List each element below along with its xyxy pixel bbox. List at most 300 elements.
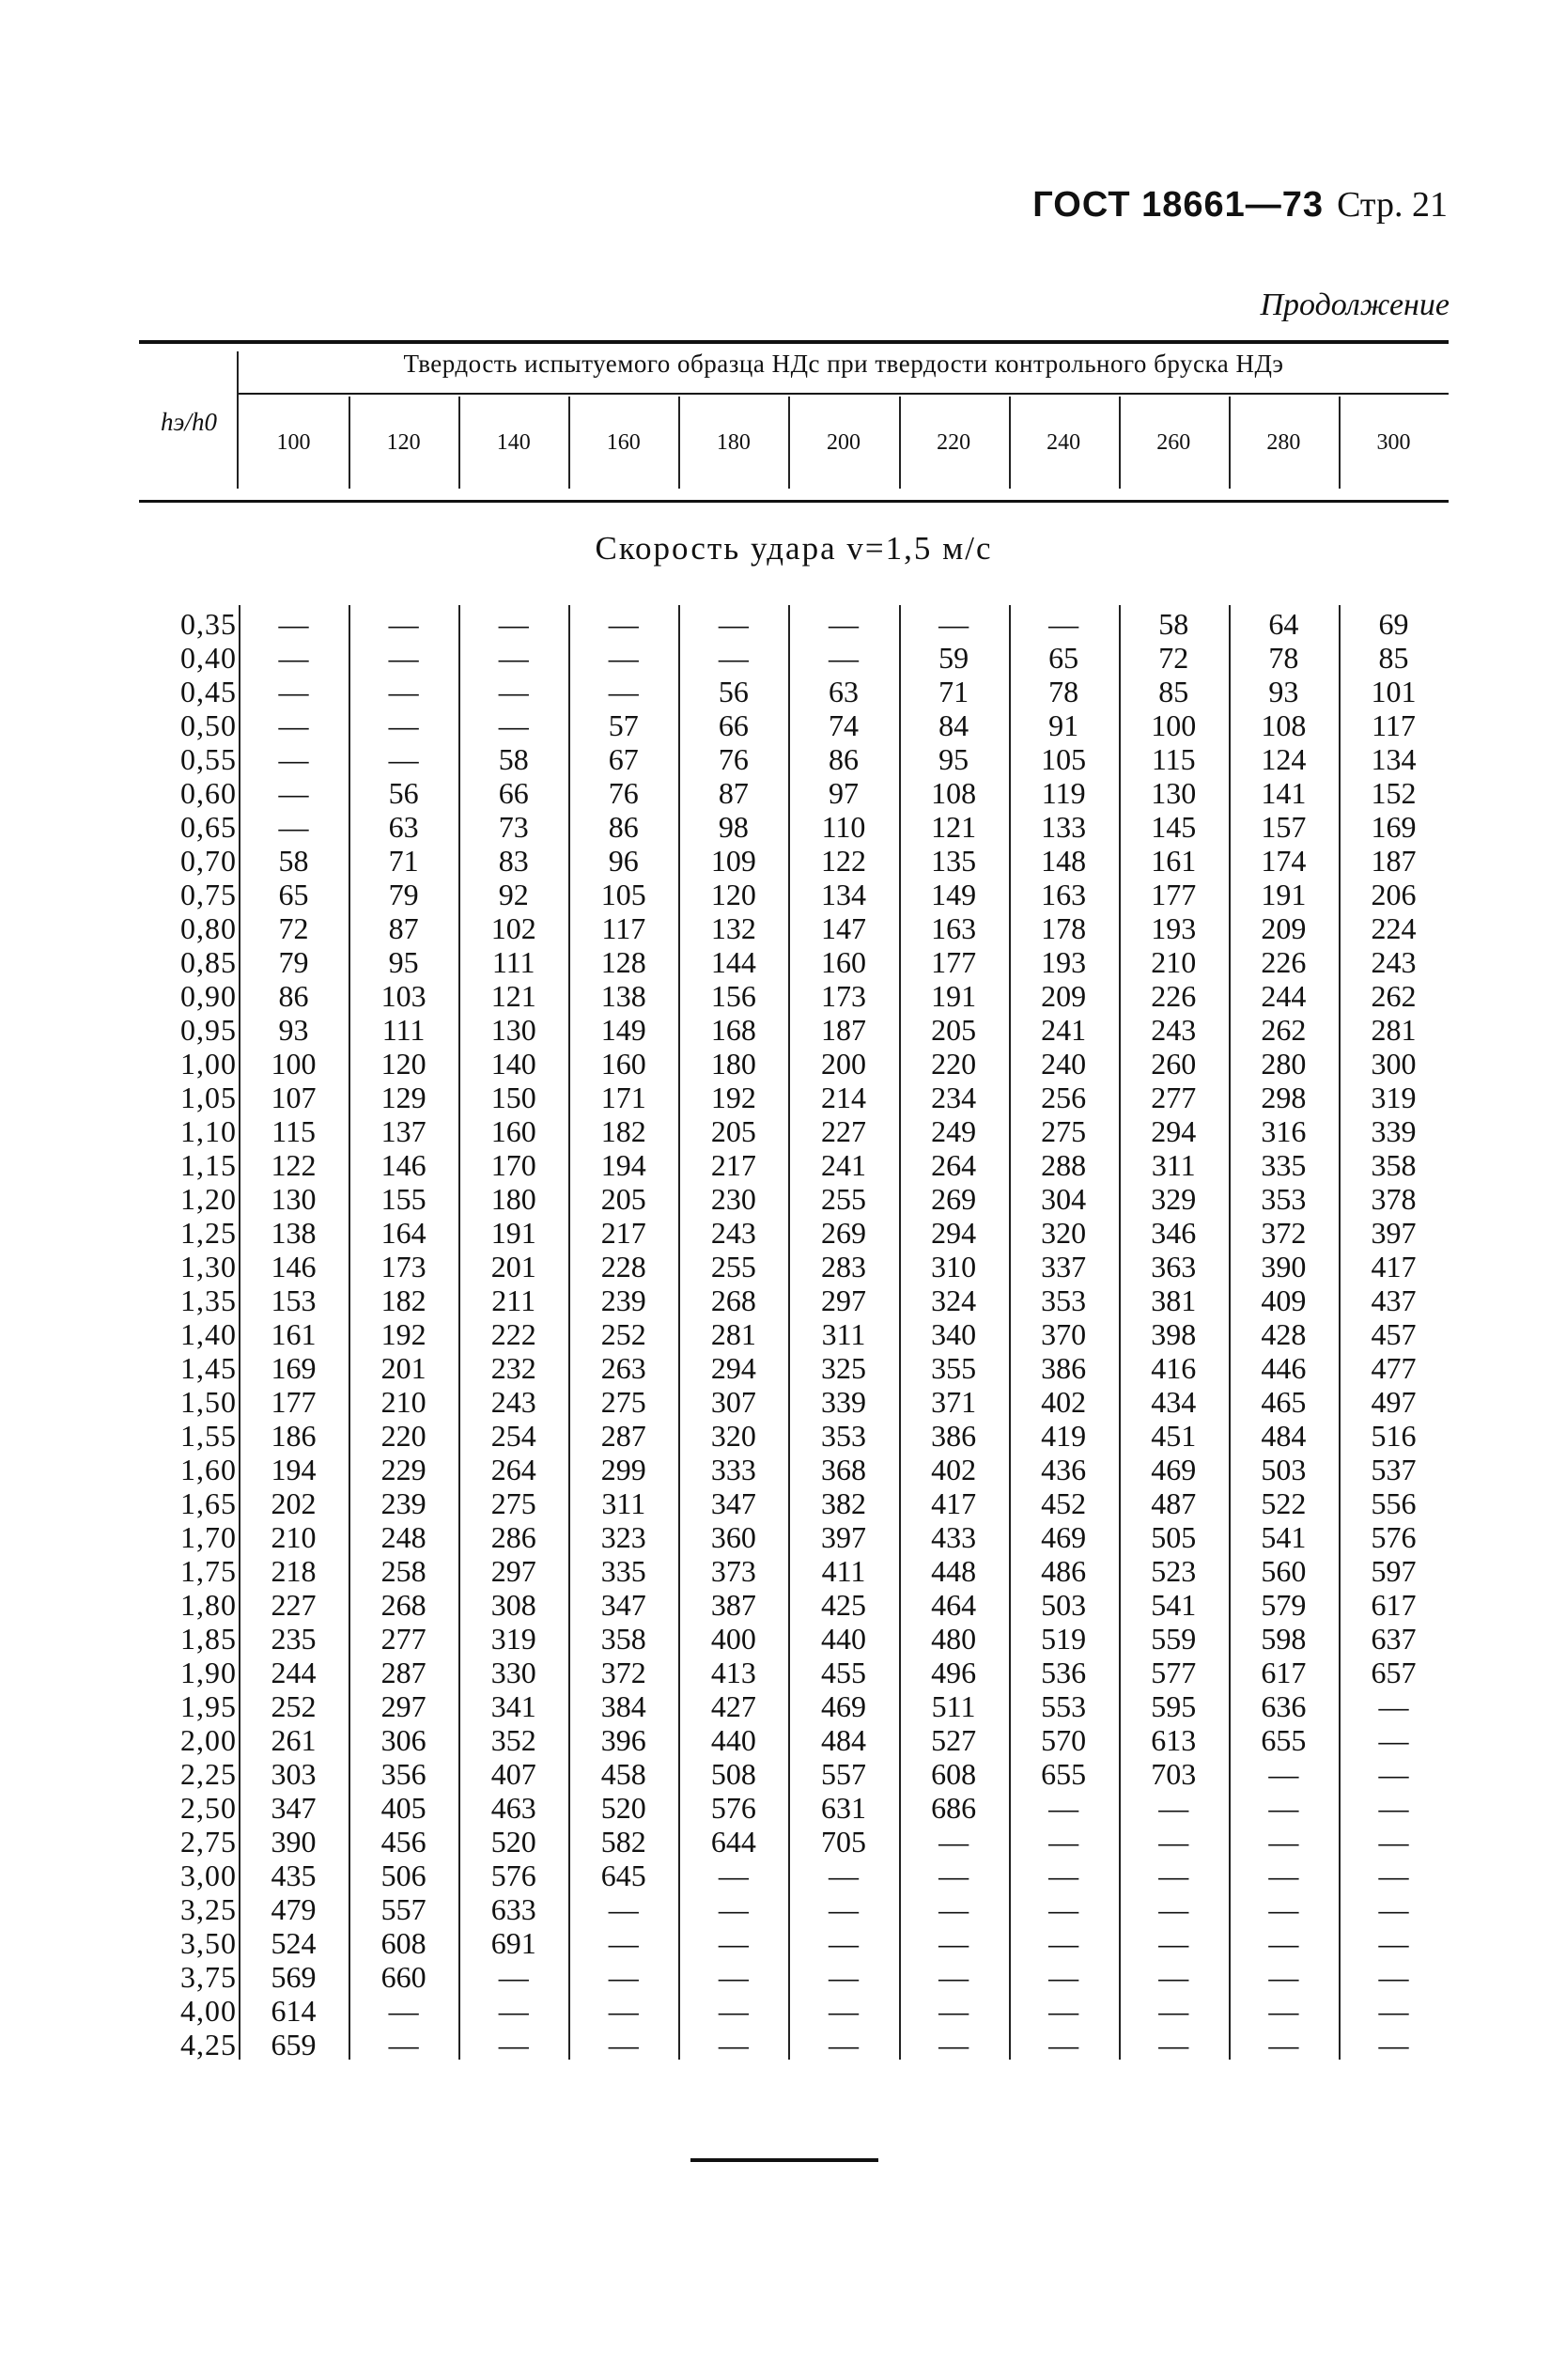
value-cell: 556 <box>1371 1486 1417 1520</box>
value-cell: 280 <box>1261 1047 1307 1081</box>
value-cell: 660 <box>380 1960 426 1994</box>
value-cell: 541 <box>1151 1588 1197 1622</box>
value-cell: 229 <box>380 1453 426 1486</box>
value-cell: 67 <box>608 742 639 776</box>
value-cell: 355 <box>931 1351 977 1385</box>
value-cell: 520 <box>490 1825 536 1859</box>
value-cell: 64 <box>1268 607 1299 641</box>
value-cell: 128 <box>600 945 646 979</box>
value-cell: 163 <box>1041 878 1087 911</box>
value-cell: — <box>1378 1723 1409 1757</box>
value-cell: — <box>608 675 639 708</box>
value-cell: 269 <box>931 1182 977 1216</box>
value-cell: 347 <box>600 1588 646 1622</box>
value-cell: 469 <box>1041 1520 1087 1554</box>
value-cell: 536 <box>1041 1656 1087 1689</box>
value-cell: 56 <box>718 675 749 708</box>
column-header: 260 <box>1156 430 1191 455</box>
value-cell: 303 <box>271 1757 317 1791</box>
value-cell: — <box>608 641 639 675</box>
value-cell: — <box>938 1825 969 1859</box>
column-header: 200 <box>826 430 861 455</box>
value-cell: 202 <box>271 1486 317 1520</box>
ratio-cell: 3,25 <box>180 1892 237 1926</box>
ratio-cell: 0,70 <box>180 844 237 878</box>
value-cell: — <box>1048 1892 1079 1926</box>
value-cell: 261 <box>271 1723 317 1757</box>
value-cell: 400 <box>710 1622 756 1656</box>
value-cell: 222 <box>490 1317 536 1351</box>
value-cell: 333 <box>710 1453 756 1486</box>
value-cell: 224 <box>1371 911 1417 945</box>
value-cell: 437 <box>1371 1283 1417 1317</box>
value-cell: 148 <box>1041 844 1087 878</box>
ratio-cell: 1,60 <box>180 1453 237 1486</box>
value-cell: 243 <box>490 1385 536 1419</box>
value-cell: 608 <box>931 1757 977 1791</box>
ratio-cell: 0,95 <box>180 1013 237 1047</box>
value-cell: 508 <box>710 1757 756 1791</box>
value-cell: — <box>1268 1926 1299 1960</box>
value-cell: — <box>1378 1859 1409 1892</box>
ratio-cell: 1,30 <box>180 1250 237 1283</box>
value-cell: 227 <box>271 1588 317 1622</box>
value-cell: 384 <box>600 1689 646 1723</box>
table-row <box>139 1757 1449 1791</box>
value-cell: 255 <box>820 1182 866 1216</box>
value-cell: 335 <box>600 1554 646 1588</box>
value-cell: 363 <box>1151 1250 1197 1283</box>
value-cell: 171 <box>600 1081 646 1114</box>
table-row <box>139 1859 1449 1892</box>
value-cell: 191 <box>931 979 977 1013</box>
value-cell: 390 <box>271 1825 317 1859</box>
value-cell: 226 <box>1151 979 1197 1013</box>
value-cell: 386 <box>931 1419 977 1453</box>
value-cell: 522 <box>1261 1486 1307 1520</box>
value-cell: 486 <box>1041 1554 1087 1588</box>
value-cell: 434 <box>1151 1385 1197 1419</box>
value-cell: 631 <box>820 1791 866 1825</box>
value-cell: 346 <box>1151 1216 1197 1250</box>
table-row <box>139 810 1449 844</box>
value-cell: — <box>498 1994 529 2028</box>
value-cell: 193 <box>1151 911 1197 945</box>
value-cell: 435 <box>271 1859 317 1892</box>
value-cell: 108 <box>931 776 977 810</box>
value-cell: 440 <box>710 1723 756 1757</box>
table-row <box>139 1892 1449 1926</box>
ratio-cell: 1,75 <box>180 1554 237 1588</box>
table-row <box>139 1588 1449 1622</box>
ratio-cell: 0,80 <box>180 911 237 945</box>
value-cell: 210 <box>380 1385 426 1419</box>
column-header: 280 <box>1266 430 1301 455</box>
value-cell: 56 <box>388 776 419 810</box>
value-cell: 146 <box>380 1148 426 1182</box>
value-cell: 205 <box>600 1182 646 1216</box>
value-cell: 241 <box>820 1148 866 1182</box>
table-row <box>139 1148 1449 1182</box>
ratio-cell: 1,95 <box>180 1689 237 1723</box>
value-cell: 92 <box>498 878 529 911</box>
value-cell: 249 <box>931 1114 977 1148</box>
table-row <box>139 979 1449 1013</box>
value-cell: — <box>498 2028 529 2061</box>
value-cell: 96 <box>608 844 639 878</box>
value-cell: 297 <box>820 1283 866 1317</box>
ratio-cell: 3,00 <box>180 1859 237 1892</box>
value-cell: — <box>938 1926 969 1960</box>
value-cell: 576 <box>1371 1520 1417 1554</box>
value-cell: — <box>608 1994 639 2028</box>
value-cell: 659 <box>271 2028 317 2061</box>
value-cell: 214 <box>820 1081 866 1114</box>
value-cell: — <box>388 708 419 742</box>
value-cell: 73 <box>498 810 529 844</box>
value-cell: 298 <box>1261 1081 1307 1114</box>
value-cell: 155 <box>380 1182 426 1216</box>
value-cell: — <box>1268 1994 1299 2028</box>
value-cell: 577 <box>1151 1656 1197 1689</box>
value-cell: 598 <box>1261 1622 1307 1656</box>
value-cell: 617 <box>1371 1588 1417 1622</box>
value-cell: 300 <box>1371 1047 1417 1081</box>
value-cell: 72 <box>1158 641 1189 675</box>
table-row <box>139 1182 1449 1216</box>
value-cell: 98 <box>718 810 749 844</box>
value-cell: — <box>1048 1825 1079 1859</box>
value-cell: — <box>1268 1892 1299 1926</box>
value-cell: 311 <box>821 1317 866 1351</box>
value-cell: 182 <box>600 1114 646 1148</box>
value-cell: 65 <box>1048 641 1079 675</box>
value-cell: 469 <box>820 1689 866 1723</box>
value-cell: 206 <box>1371 878 1417 911</box>
value-cell: 353 <box>820 1419 866 1453</box>
table-row <box>139 1689 1449 1723</box>
impact-speed-label: Скорость удара v=1,5 м/с <box>595 530 993 567</box>
value-cell: 386 <box>1041 1351 1087 1385</box>
column-header: 180 <box>716 430 751 455</box>
value-cell: 268 <box>380 1588 426 1622</box>
value-cell: — <box>608 1960 639 1994</box>
value-cell: 63 <box>388 810 419 844</box>
value-cell: 496 <box>931 1656 977 1689</box>
value-cell: 78 <box>1268 641 1299 675</box>
value-cell: 323 <box>600 1520 646 1554</box>
value-cell: 557 <box>380 1892 426 1926</box>
value-cell: 608 <box>380 1926 426 1960</box>
value-cell: — <box>498 1960 529 1994</box>
value-cell: 569 <box>271 1960 317 1994</box>
value-cell: 560 <box>1261 1554 1307 1588</box>
value-cell: 553 <box>1041 1689 1087 1723</box>
value-cell: 129 <box>380 1081 426 1114</box>
value-cell: 85 <box>1378 641 1409 675</box>
value-cell: 297 <box>490 1554 536 1588</box>
value-cell: 452 <box>1041 1486 1087 1520</box>
value-cell: 243 <box>710 1216 756 1250</box>
value-cell: — <box>498 675 529 708</box>
value-cell: 686 <box>931 1791 977 1825</box>
value-cell: 370 <box>1041 1317 1087 1351</box>
ratio-cell: 0,50 <box>180 708 237 742</box>
value-cell: 121 <box>490 979 536 1013</box>
ratio-cell: 1,35 <box>180 1283 237 1317</box>
value-cell: 463 <box>490 1791 536 1825</box>
ratio-cell: 1,65 <box>180 1486 237 1520</box>
value-cell: 91 <box>1048 708 1079 742</box>
value-cell: 226 <box>1261 945 1307 979</box>
value-cell: 217 <box>710 1148 756 1182</box>
value-cell: 557 <box>820 1757 866 1791</box>
value-cell: 703 <box>1151 1757 1197 1791</box>
value-cell: 78 <box>1048 675 1079 708</box>
value-cell: 325 <box>820 1351 866 1385</box>
value-cell: 177 <box>271 1385 317 1419</box>
value-cell: 524 <box>271 1926 317 1960</box>
ratio-cell: 2,25 <box>180 1757 237 1791</box>
value-cell: — <box>388 675 419 708</box>
ratio-cell: 0,35 <box>180 607 237 641</box>
value-cell: 86 <box>278 979 309 1013</box>
value-cell: 387 <box>710 1588 756 1622</box>
ratio-cell: 0,85 <box>180 945 237 979</box>
value-cell: 541 <box>1261 1520 1307 1554</box>
value-cell: 451 <box>1151 1419 1197 1453</box>
value-cell: 691 <box>490 1926 536 1960</box>
value-cell: 576 <box>710 1791 756 1825</box>
value-cell: 170 <box>490 1148 536 1182</box>
column-separator <box>788 397 790 489</box>
value-cell: 304 <box>1041 1182 1087 1216</box>
value-cell: — <box>1048 1791 1079 1825</box>
value-cell: 281 <box>710 1317 756 1351</box>
value-cell: — <box>828 1994 859 2028</box>
value-cell: 458 <box>600 1757 646 1791</box>
value-cell: 487 <box>1151 1486 1197 1520</box>
value-cell: 117 <box>601 911 646 945</box>
value-cell: 347 <box>271 1791 317 1825</box>
value-cell: 519 <box>1041 1622 1087 1656</box>
page-header <box>1032 184 1448 226</box>
value-cell: 283 <box>820 1250 866 1283</box>
value-cell: 86 <box>828 742 859 776</box>
value-cell: 71 <box>388 844 419 878</box>
value-cell: 105 <box>600 878 646 911</box>
value-cell: 373 <box>710 1554 756 1588</box>
ratio-header: hэ/h0 <box>161 408 217 436</box>
value-cell: — <box>1158 1960 1189 1994</box>
ratio-cell: 1,05 <box>180 1081 237 1114</box>
table-row <box>139 844 1449 878</box>
value-cell: — <box>278 641 309 675</box>
ratio-cell: 3,75 <box>180 1960 237 1994</box>
value-cell: 419 <box>1041 1419 1087 1453</box>
value-cell: — <box>828 1892 859 1926</box>
value-cell: 579 <box>1261 1588 1307 1622</box>
value-cell: 428 <box>1261 1317 1307 1351</box>
value-cell: 65 <box>278 878 309 911</box>
value-cell: 107 <box>271 1081 317 1114</box>
value-cell: 117 <box>1372 708 1416 742</box>
ratio-cell: 0,90 <box>180 979 237 1013</box>
value-cell: 211 <box>491 1283 536 1317</box>
value-cell: 161 <box>271 1317 317 1351</box>
value-cell: 191 <box>490 1216 536 1250</box>
value-cell: 164 <box>380 1216 426 1250</box>
value-cell: 191 <box>1261 878 1307 911</box>
ratio-cell: 1,00 <box>180 1047 237 1081</box>
value-cell: 397 <box>1371 1216 1417 1250</box>
value-cell: 76 <box>718 742 749 776</box>
value-cell: 160 <box>820 945 866 979</box>
value-cell: — <box>718 1960 749 1994</box>
value-cell: 262 <box>1261 1013 1307 1047</box>
value-cell: 232 <box>490 1351 536 1385</box>
value-cell: 537 <box>1371 1453 1417 1486</box>
ratio-cell: 3,50 <box>180 1926 237 1960</box>
value-cell: 397 <box>820 1520 866 1554</box>
value-cell: 239 <box>380 1486 426 1520</box>
value-cell: 218 <box>271 1554 317 1588</box>
table-row <box>139 1419 1449 1453</box>
table-top-rule <box>139 340 1449 344</box>
value-cell: 110 <box>821 810 866 844</box>
value-cell: — <box>828 1926 859 1960</box>
ratio-cell: 1,50 <box>180 1385 237 1419</box>
value-cell: 503 <box>1041 1588 1087 1622</box>
value-cell: 177 <box>931 945 977 979</box>
table-row <box>139 1250 1449 1283</box>
column-header: 220 <box>937 430 971 455</box>
table-row <box>139 945 1449 979</box>
ratio-cell: 0,45 <box>180 675 237 708</box>
value-cell: — <box>1378 1926 1409 1960</box>
value-cell: 341 <box>490 1689 536 1723</box>
table-row <box>139 1317 1449 1351</box>
value-cell: 87 <box>388 911 419 945</box>
value-cell: 137 <box>380 1114 426 1148</box>
value-cell: 497 <box>1371 1385 1417 1419</box>
value-cell: 310 <box>931 1250 977 1283</box>
value-cell: 85 <box>1158 675 1189 708</box>
value-cell: 93 <box>1268 675 1299 708</box>
value-cell: 464 <box>931 1588 977 1622</box>
value-cell: 152 <box>1371 776 1417 810</box>
value-cell: — <box>1048 1960 1079 1994</box>
value-cell: 101 <box>1371 675 1417 708</box>
value-cell: — <box>1158 1892 1189 1926</box>
value-cell: 97 <box>828 776 859 810</box>
value-cell: — <box>718 1926 749 1960</box>
value-cell: 160 <box>490 1114 536 1148</box>
value-cell: 480 <box>931 1622 977 1656</box>
ratio-cell: 1,20 <box>180 1182 237 1216</box>
value-cell: 446 <box>1261 1351 1307 1385</box>
value-cell: 339 <box>1371 1114 1417 1148</box>
value-cell: 192 <box>710 1081 756 1114</box>
value-cell: 201 <box>490 1250 536 1283</box>
value-cell: 193 <box>1041 945 1087 979</box>
value-cell: 299 <box>600 1453 646 1486</box>
value-cell: 157 <box>1261 810 1307 844</box>
value-cell: 182 <box>380 1283 426 1317</box>
value-cell: 288 <box>1041 1148 1087 1182</box>
value-cell: 409 <box>1261 1283 1307 1317</box>
value-cell: 308 <box>490 1588 536 1622</box>
value-cell: 329 <box>1151 1182 1197 1216</box>
value-cell: 576 <box>490 1859 536 1892</box>
ratio-cell: 0,40 <box>180 641 237 675</box>
value-cell: 294 <box>931 1216 977 1250</box>
value-cell: 74 <box>828 708 859 742</box>
value-cell: 559 <box>1151 1622 1197 1656</box>
value-cell: 122 <box>271 1148 317 1182</box>
value-cell: 398 <box>1151 1317 1197 1351</box>
column-header: 100 <box>276 430 311 455</box>
value-cell: 644 <box>710 1825 756 1859</box>
value-cell: 335 <box>1261 1148 1307 1182</box>
value-cell: 83 <box>498 844 529 878</box>
table-row <box>139 1926 1449 1960</box>
value-cell: 448 <box>931 1554 977 1588</box>
ratio-cell: 0,75 <box>180 878 237 911</box>
value-cell: 320 <box>1041 1216 1087 1250</box>
value-cell: 523 <box>1151 1554 1197 1588</box>
value-cell: 287 <box>380 1656 426 1689</box>
column-header: 140 <box>496 430 531 455</box>
value-cell: 241 <box>1041 1013 1087 1047</box>
value-cell: 209 <box>1261 911 1307 945</box>
value-cell: — <box>1048 1859 1079 1892</box>
value-cell: 254 <box>490 1419 536 1453</box>
column-separator <box>1119 397 1121 489</box>
ratio-cell: 4,25 <box>180 2028 237 2061</box>
value-cell: 340 <box>931 1317 977 1351</box>
value-cell: 59 <box>938 641 969 675</box>
value-cell: — <box>938 607 969 641</box>
value-cell: 66 <box>498 776 529 810</box>
table-row <box>139 1283 1449 1317</box>
value-cell: 416 <box>1151 1351 1197 1385</box>
value-cell: 234 <box>931 1081 977 1114</box>
value-cell: 275 <box>490 1486 536 1520</box>
value-cell: 316 <box>1261 1114 1307 1148</box>
value-cell: — <box>718 1994 749 2028</box>
value-cell: 411 <box>821 1554 866 1588</box>
value-cell: — <box>1378 1994 1409 2028</box>
value-cell: 248 <box>380 1520 426 1554</box>
value-cell: 173 <box>380 1250 426 1283</box>
value-cell: 173 <box>820 979 866 1013</box>
value-cell: 306 <box>380 1723 426 1757</box>
value-cell: 597 <box>1371 1554 1417 1588</box>
value-cell: 79 <box>278 945 309 979</box>
value-cell: — <box>938 1960 969 1994</box>
value-cell: 252 <box>271 1689 317 1723</box>
value-cell: 511 <box>931 1689 976 1723</box>
value-cell: — <box>1268 1825 1299 1859</box>
value-cell: 76 <box>608 776 639 810</box>
value-cell: 187 <box>820 1013 866 1047</box>
value-cell: 645 <box>600 1859 646 1892</box>
value-cell: 102 <box>490 911 536 945</box>
value-cell: 503 <box>1261 1453 1307 1486</box>
value-cell: — <box>498 607 529 641</box>
value-cell: 243 <box>1151 1013 1197 1047</box>
